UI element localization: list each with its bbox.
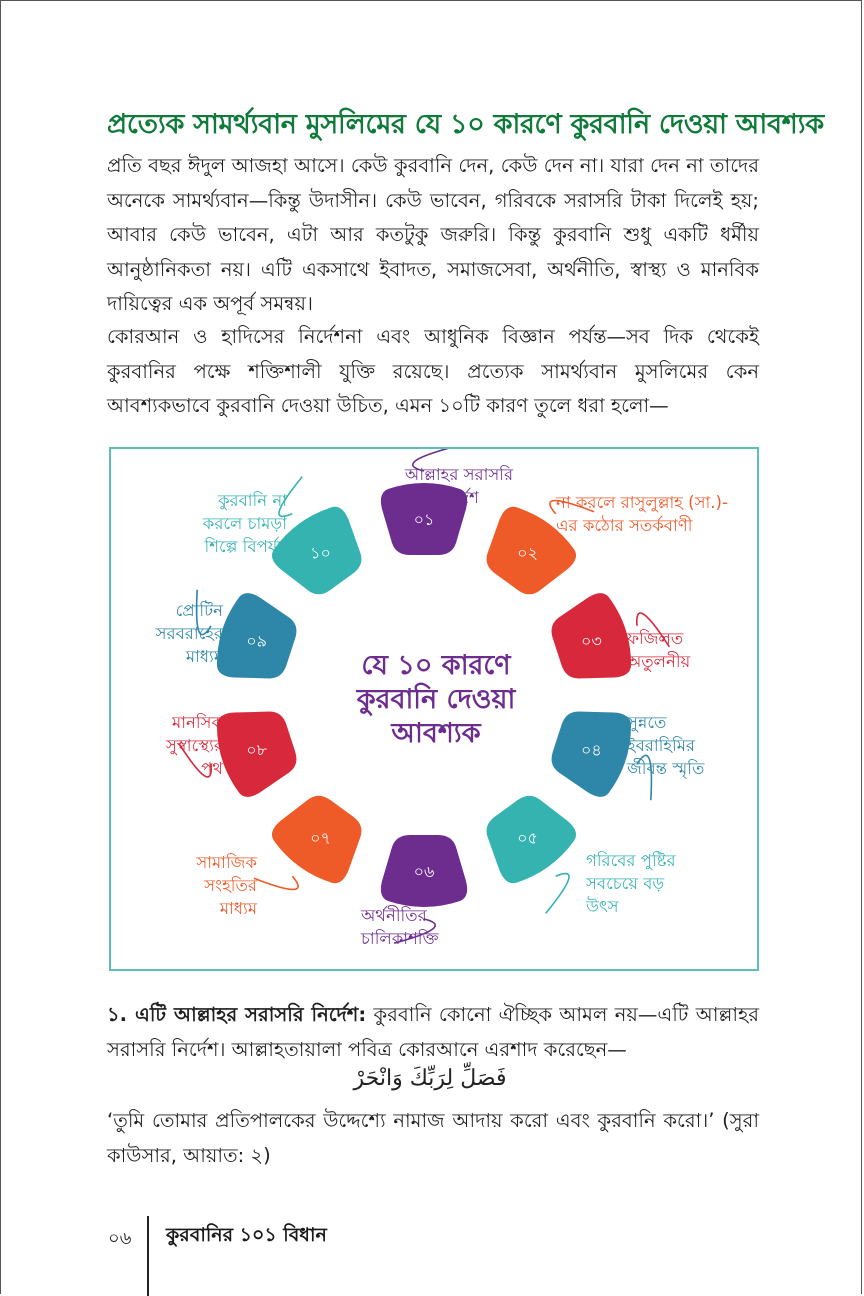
book-title: কুরবানির ১০১ বিধান xyxy=(166,1224,327,1246)
page-number: ০৬ xyxy=(108,1228,132,1249)
reason-number-০৫: ০৫ xyxy=(517,828,538,848)
reason-number-০২: ০২ xyxy=(517,543,538,563)
point-1-paragraph xyxy=(107,998,759,1067)
verse-translation: ‘তুমি তোমার প্রতিপালকের উদ্দেশ্যে নামাজ আদায় করো এবং কুরবানি করো।’ (সুরা কাউসার, আয়াত: ২) xyxy=(107,1109,759,1167)
reason-label-04: সুন্নতে ইবরাহিমির জীবন্ত স্মৃতি xyxy=(627,713,705,778)
reason-label-07: সামাজিক সংহতির মাধ্যম xyxy=(196,853,257,918)
reason-number-০১: ০১ xyxy=(413,510,435,529)
connector-arrow-০৭ xyxy=(254,876,298,889)
infographic-frame xyxy=(109,447,759,971)
reason-number-০৯: ০৯ xyxy=(246,631,267,651)
intro-paragraph-1: প্রতি বছর ঈদুল আজহা আসে। কেউ কুরবানি দেন, কেউ দেন না। যারা দেন না তাদের অনেকে সামর্থ্যবান—কিন্তু উদাসীন। কেউ ভাবেন, গরিবকে সরাসরি টাকা দিলেই হয়; আবার কেউ ভাবেন, এটা আর কতটুকু জরুরি। কিন্তু কুরবানি শুধু একটি ধর্মীয় আনুষ্ঠানিকতা নয়। এটি একসাথে ইবাদত, সমাজসেবা, অর্থনীতি, স্বাস্থ্য ও মানবিক দায়িত্বের এক অপূর্ব সমন্বয়। xyxy=(107,154,759,315)
center-line-2: কুরবানি দেওয়া xyxy=(356,684,516,715)
reason-number-০৩: ০৩ xyxy=(580,631,602,651)
reason-label-09: প্রোটিন সরবরাহের মাধ্যম xyxy=(155,601,223,666)
arabic-verse: فَصَلِّ لِرَبِّكَ وَانْحَرْ xyxy=(353,1066,507,1091)
reason-number-০৭: ০৭ xyxy=(310,828,331,848)
footer-divider xyxy=(147,1216,149,1296)
infographic-center-title xyxy=(331,649,541,751)
center-line-3: আবশ্যক xyxy=(391,718,481,749)
reason-label-06: অর্থনীতির চালিকাশক্তি xyxy=(361,906,439,948)
reason-label-01: আল্লাহর সরাসরি নির্দেশ xyxy=(404,465,514,507)
chapter-title: প্রত্যেক সামর্থ্যবান মুসলিমের যে ১০ কারণে কুরবানি দেওয়া আবশ্যক xyxy=(107,109,824,140)
reason-label-05: গরিবের পুষ্টির সবচেয়ে বড় উৎস xyxy=(586,851,676,916)
reason-number-০৮: ০৮ xyxy=(246,740,267,760)
point-1-body: কুরবানি কোনো ঐচ্ছিক আমল নয়—এটি আল্লাহর সরাসরি নির্দেশ। আল্লাহতায়ালা পবিত্র কোরআনে এরশাদ করেছেন— xyxy=(107,1003,759,1061)
reason-number-১০: ১০ xyxy=(310,543,331,563)
reason-label-08: মানসিক সুস্বাস্থ্যের পথ xyxy=(165,713,223,778)
center-line-1: যে ১০ কারণে xyxy=(361,650,511,681)
point-1-heading: ১. এটি আল্লাহর সরাসরি নির্দেশ: xyxy=(107,1003,367,1026)
intro-paragraph-2: কোরআন ও হাদিসের নির্দেশনা এবং আধুনিক বিজ্ঞান পর্যন্ত—সব দিক থেকেই কুরবানির পক্ষে শক্তিশালী যুক্তি রয়েছে। প্রত্যেক সামর্থ্যবান মুসলিমের কেন আবশ্যকভাবে কুরবানি দেওয়া উচিত, এমন ১০টি কারণ তুলে ধরা হলো— xyxy=(107,325,760,417)
reason-number-০৬: ০৬ xyxy=(413,862,435,881)
reason-number-০৪: ০৪ xyxy=(581,740,602,760)
reason-label-10: কুরবানি না করলে চামড়া শিল্পে বিপর্যয় xyxy=(202,491,287,556)
reason-label-02: না করলে রাসুলুল্লাহ (সা.)-এর কঠোর সতর্কবাণী xyxy=(556,493,728,535)
reason-label-03: ফজিলত অতুলনীয় xyxy=(627,629,691,671)
connector-arrow-০৫ xyxy=(546,874,569,914)
